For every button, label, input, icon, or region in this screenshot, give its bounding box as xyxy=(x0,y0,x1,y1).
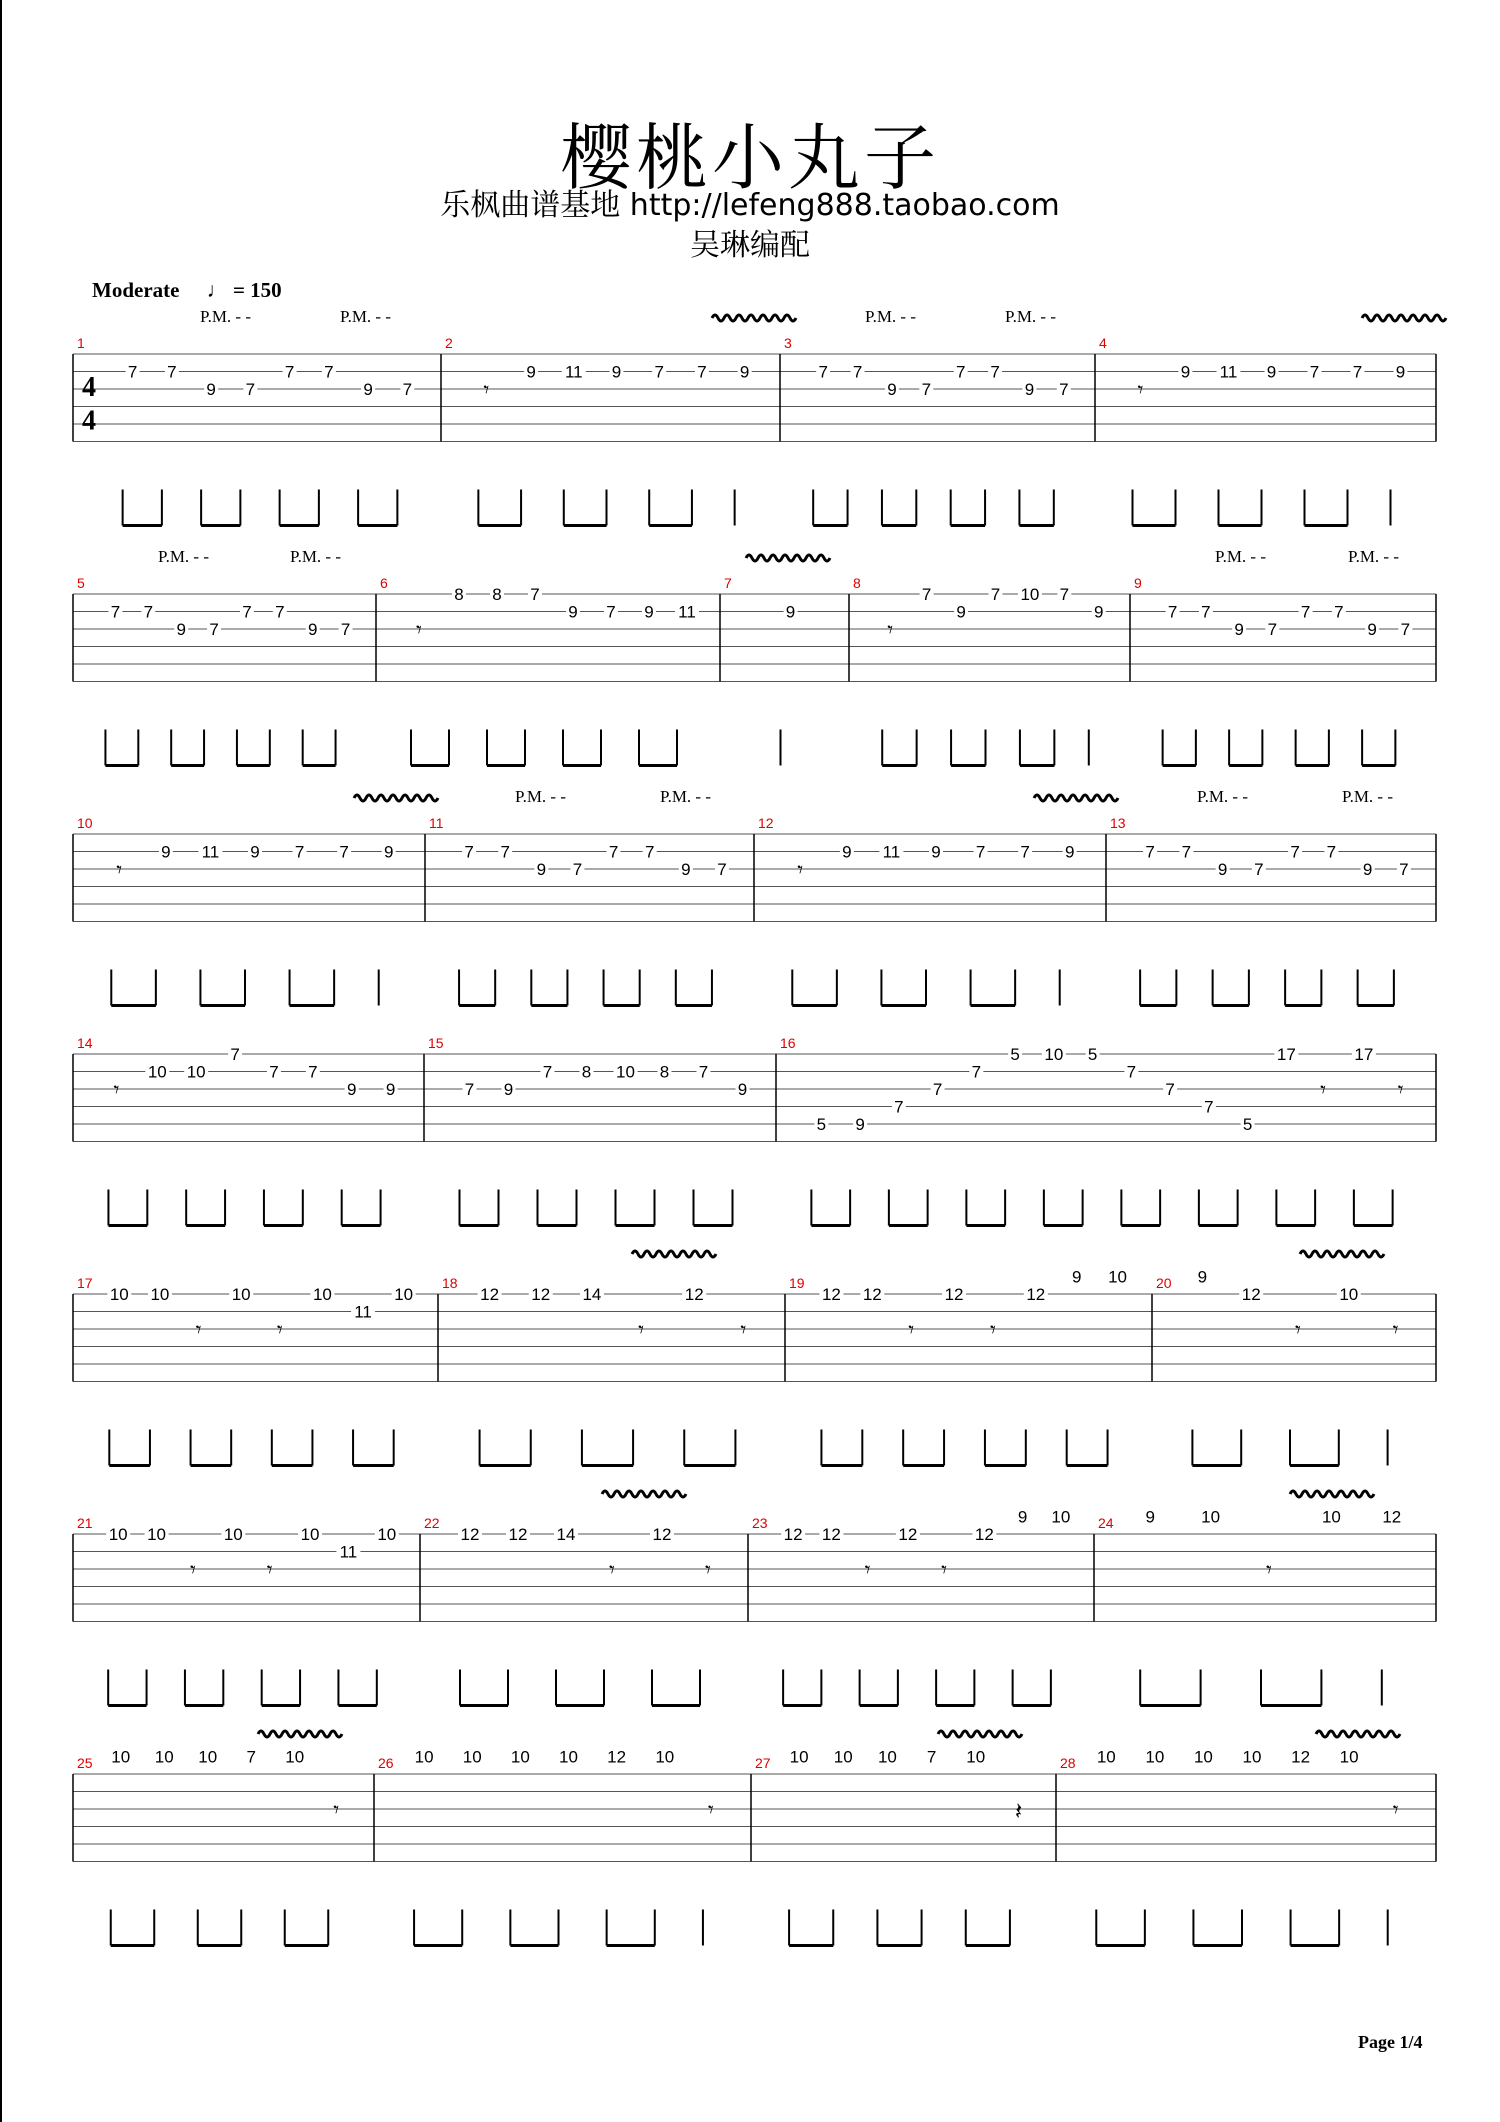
fret-number: 11 xyxy=(201,842,220,862)
fret-number: 9 xyxy=(1017,1507,1028,1527)
fret-number: 7 xyxy=(1167,602,1178,622)
fret-number: 9 xyxy=(1064,842,1075,862)
fret-number: 9 xyxy=(526,362,536,382)
eighth-rest-icon: 𝄾 xyxy=(333,1798,340,1823)
eighth-rest-icon: 𝄾 xyxy=(609,1558,615,1583)
fret-number: 12 xyxy=(508,1525,528,1544)
fret-number: 9 xyxy=(956,602,966,622)
fret-number: 7 xyxy=(1334,602,1344,622)
fret-number: 5 xyxy=(816,1115,827,1134)
fret-number: 9 xyxy=(568,602,578,622)
fret-number: 10 xyxy=(1108,1267,1128,1287)
fret-number: 7 xyxy=(242,602,252,622)
measure-number: 1 xyxy=(77,335,85,351)
fret-number: 7 xyxy=(894,1097,904,1117)
fret-number: 10 xyxy=(285,1747,305,1767)
fret-number: 7 xyxy=(1254,860,1264,879)
palm-mute-label: P.M. - - xyxy=(865,307,917,326)
eighth-rest-icon: 𝄾 xyxy=(740,1318,747,1343)
time-signature-top: 4 xyxy=(82,372,96,403)
measure-number: 25 xyxy=(77,1755,93,1771)
fret-number: 8 xyxy=(492,585,502,604)
fret-number: 7 xyxy=(339,842,349,862)
fret-number: 7 xyxy=(606,602,616,622)
vibrato-icon xyxy=(746,555,830,561)
eighth-rest-icon: 𝄾 xyxy=(416,618,422,643)
fret-number: 12 xyxy=(684,1285,704,1304)
vibrato-icon xyxy=(1034,795,1118,801)
measure-number: 19 xyxy=(789,1275,805,1291)
measure-number: 16 xyxy=(780,1035,796,1051)
fret-number: 7 xyxy=(1267,620,1278,639)
fret-number: 9 xyxy=(1266,362,1277,382)
fret-number: 7 xyxy=(990,362,1000,382)
fret-number: 7 xyxy=(1290,842,1300,862)
fret-number: 10 xyxy=(789,1747,809,1767)
vibrato-icon xyxy=(1362,315,1446,321)
fret-number: 10 xyxy=(1051,1507,1071,1527)
fret-number: 12 xyxy=(783,1525,803,1544)
fret-number: 12 xyxy=(944,1285,964,1304)
fret-number: 7 xyxy=(971,1062,982,1082)
fret-number: 10 xyxy=(616,1062,635,1082)
fret-number: 9 xyxy=(842,842,852,862)
fret-number: 7 xyxy=(110,602,121,622)
tempo-bpm: = 150 xyxy=(232,278,282,302)
eighth-rest-icon: 𝄾 xyxy=(189,1558,196,1583)
vibrato-icon xyxy=(938,1731,1022,1737)
fret-number: 7 xyxy=(818,362,828,382)
fret-number: 7 xyxy=(955,362,966,382)
fret-number: 5 xyxy=(1242,1115,1253,1134)
fret-number: 9 xyxy=(611,362,622,382)
fret-number: 10 xyxy=(109,1285,129,1304)
fret-number: 9 xyxy=(1362,860,1373,879)
fret-number: 11 xyxy=(354,1302,372,1322)
fret-number: 7 xyxy=(1399,860,1409,879)
fret-number: 9 xyxy=(887,380,897,399)
fret-number: 9 xyxy=(1395,362,1406,382)
fret-number: 10 xyxy=(111,1747,131,1767)
fret-number: 7 xyxy=(932,1080,943,1099)
fret-number: 14 xyxy=(582,1285,602,1304)
fret-number: 9 xyxy=(346,1080,357,1099)
measure-number: 12 xyxy=(758,815,774,831)
eighth-rest-icon: 𝄾 xyxy=(989,1318,996,1343)
fret-number: 10 xyxy=(223,1525,243,1544)
measure-number: 27 xyxy=(755,1755,771,1771)
fret-number: 7 xyxy=(1326,842,1337,862)
fret-number: 10 xyxy=(300,1525,320,1544)
measure-number: 26 xyxy=(378,1755,394,1771)
eighth-rest-icon: 𝄾 xyxy=(1295,1318,1301,1343)
measure-number: 3 xyxy=(784,335,792,351)
fret-number: 8 xyxy=(659,1062,670,1082)
vibrato-icon xyxy=(354,795,438,801)
fret-number: 7 xyxy=(852,362,863,382)
fret-number: 9 xyxy=(737,1080,748,1099)
fret-number: 9 xyxy=(739,362,750,382)
fret-number: 9 xyxy=(1024,380,1035,399)
eighth-rest-icon: 𝄾 xyxy=(1266,1558,1272,1583)
fret-number: 9 xyxy=(1197,1267,1208,1287)
fret-number: 12 xyxy=(1026,1285,1046,1304)
song-title: 樱桃小丸子 xyxy=(559,116,940,200)
fret-number: 7 xyxy=(209,620,219,639)
fret-number: 10 xyxy=(1242,1747,1262,1767)
palm-mute-label: P.M. - - xyxy=(515,787,567,806)
fret-number: 7 xyxy=(275,602,285,622)
fret-number: 10 xyxy=(1339,1747,1359,1767)
fret-number: 9 xyxy=(1367,620,1377,639)
fret-number: 10 xyxy=(377,1525,397,1544)
eighth-rest-icon: 𝄾 xyxy=(1320,1078,1326,1103)
fret-number: 10 xyxy=(1201,1507,1221,1527)
fret-number: 12 xyxy=(974,1525,994,1544)
eighth-rest-icon: 𝄾 xyxy=(1392,1798,1399,1823)
palm-mute-label: P.M. - - xyxy=(1348,547,1400,566)
fret-number: 7 xyxy=(143,602,154,622)
fret-number: 10 xyxy=(877,1747,897,1767)
eighth-rest-icon: 𝄾 xyxy=(1397,1078,1404,1103)
palm-mute-label: P.M. - - xyxy=(1197,787,1249,806)
fret-number: 9 xyxy=(206,380,216,399)
fret-number: 12 xyxy=(1291,1747,1311,1767)
fret-number: 7 xyxy=(308,1062,318,1082)
eighth-rest-icon: 𝄾 xyxy=(266,1558,273,1583)
palm-mute-label: P.M. - - xyxy=(660,787,712,806)
fret-number: 10 xyxy=(414,1747,434,1767)
fret-number: 9 xyxy=(1145,1507,1155,1527)
fret-number: 7 xyxy=(1145,842,1155,862)
eighth-rest-icon: 𝄾 xyxy=(887,618,894,643)
fret-number: 7 xyxy=(644,842,655,862)
eighth-rest-icon: 𝄾 xyxy=(864,1558,871,1583)
fret-number: 7 xyxy=(572,860,583,879)
fret-number: 9 xyxy=(1094,602,1104,622)
palm-mute-label: P.M. - - xyxy=(1005,307,1057,326)
measure-number: 20 xyxy=(1156,1275,1172,1291)
eighth-rest-icon: 𝄾 xyxy=(1137,378,1144,403)
fret-number: 7 xyxy=(1059,380,1069,399)
fret-number: 11 xyxy=(882,842,901,862)
fret-number: 12 xyxy=(460,1525,480,1544)
fret-number: 12 xyxy=(821,1285,841,1304)
page-number: Page 1/4 xyxy=(1358,2032,1423,2052)
fret-number: 10 xyxy=(108,1525,128,1544)
fret-number: 10 xyxy=(1145,1747,1165,1767)
fret-number: 12 xyxy=(862,1285,882,1304)
eighth-rest-icon: 𝄾 xyxy=(116,858,123,883)
fret-number: 10 xyxy=(394,1285,414,1304)
palm-mute-label: P.M. - - xyxy=(200,307,252,326)
source-subtitle: 乐枫曲谱基地 http://lefeng888.taobao.com xyxy=(440,188,1060,223)
fret-number: 10 xyxy=(966,1747,986,1767)
fret-number: 10 xyxy=(147,1062,167,1082)
fret-number: 5 xyxy=(1087,1045,1098,1064)
palm-mute-label: P.M. - - xyxy=(158,547,210,566)
measure-number: 11 xyxy=(429,815,444,831)
fret-number: 7 xyxy=(697,362,707,382)
fret-number: 10 xyxy=(1096,1747,1116,1767)
fret-number: 7 xyxy=(990,585,1001,604)
fret-number: 12 xyxy=(607,1747,627,1767)
fret-number: 11 xyxy=(678,602,696,622)
fret-number: 7 xyxy=(230,1045,240,1064)
fret-number: 10 xyxy=(1020,585,1040,604)
palm-mute-label: P.M. - - xyxy=(340,307,392,326)
fret-number: 10 xyxy=(150,1285,170,1304)
measure-number: 28 xyxy=(1060,1755,1076,1771)
fret-number: 7 xyxy=(246,1747,256,1767)
fret-number: 10 xyxy=(655,1747,675,1767)
fret-number: 10 xyxy=(154,1747,174,1767)
fret-number: 7 xyxy=(340,620,351,639)
measure-number: 24 xyxy=(1098,1515,1114,1531)
measure-number: 23 xyxy=(752,1515,768,1531)
fret-number: 10 xyxy=(462,1747,482,1767)
fret-number: 9 xyxy=(383,842,394,862)
vibrato-icon xyxy=(1316,1731,1400,1737)
measure-number: 7 xyxy=(724,575,732,591)
eighth-rest-icon: 𝄾 xyxy=(941,1558,947,1583)
fret-number: 7 xyxy=(464,1080,475,1099)
fret-number: 7 xyxy=(921,585,932,604)
measure-number: 8 xyxy=(853,575,861,591)
fret-number: 7 xyxy=(926,1747,937,1767)
fret-number: 9 xyxy=(785,602,796,622)
vibrato-icon xyxy=(258,1731,342,1737)
measure-number: 14 xyxy=(77,1035,93,1051)
eighth-rest-icon: 𝄾 xyxy=(1392,1318,1399,1343)
fret-number: 7 xyxy=(464,842,474,862)
fret-number: 7 xyxy=(324,362,334,382)
fret-number: 11 xyxy=(564,362,583,382)
palm-mute-label: P.M. - - xyxy=(290,547,342,566)
eighth-rest-icon: 𝄾 xyxy=(483,378,490,403)
arranger-subtitle: 吴琳编配 xyxy=(690,228,810,263)
palm-mute-label: P.M. - - xyxy=(1342,787,1394,806)
fret-number: 10 xyxy=(559,1747,578,1767)
vibrato-icon xyxy=(1300,1251,1384,1257)
measure-number: 21 xyxy=(77,1515,93,1531)
fret-number: 9 xyxy=(250,842,260,862)
fret-number: 12 xyxy=(652,1525,672,1544)
fret-number: 10 xyxy=(833,1747,853,1767)
fret-number: 9 xyxy=(855,1115,865,1134)
fret-number: 7 xyxy=(654,362,664,382)
eighth-rest-icon: 𝄾 xyxy=(705,1558,711,1583)
measure-number: 13 xyxy=(1110,815,1126,831)
fret-number: 9 xyxy=(1071,1267,1082,1287)
fret-number: 12 xyxy=(480,1285,500,1304)
fret-number: 12 xyxy=(531,1285,551,1304)
quarter-note-icon: ♩ xyxy=(206,278,228,302)
fret-number: 9 xyxy=(644,602,654,622)
fret-number: 9 xyxy=(176,620,186,639)
fret-number: 7 xyxy=(269,1062,279,1082)
fret-number: 9 xyxy=(385,1080,396,1099)
fret-number: 7 xyxy=(921,380,932,399)
eighth-rest-icon: 𝄾 xyxy=(707,1798,714,1823)
fret-number: 9 xyxy=(1234,620,1244,639)
fret-number: 12 xyxy=(821,1525,841,1544)
measure-number: 22 xyxy=(424,1515,440,1531)
fret-number: 9 xyxy=(1180,362,1191,382)
measure-number: 15 xyxy=(428,1035,444,1051)
fret-number: 7 xyxy=(1400,620,1411,639)
fret-number: 8 xyxy=(454,585,464,604)
fret-number: 7 xyxy=(1204,1097,1214,1117)
fret-number: 5 xyxy=(1010,1045,1020,1064)
vibrato-icon xyxy=(712,315,796,321)
fret-number: 7 xyxy=(127,362,138,382)
fret-number: 10 xyxy=(198,1747,218,1767)
fret-number: 7 xyxy=(530,585,540,604)
measure-number: 9 xyxy=(1134,575,1142,591)
measure-number: 17 xyxy=(77,1275,93,1291)
fret-number: 9 xyxy=(503,1080,514,1099)
fret-number: 10 xyxy=(1321,1507,1341,1527)
time-signature-bottom: 4 xyxy=(82,405,96,437)
fret-number: 10 xyxy=(510,1747,530,1767)
fret-number: 7 xyxy=(1352,362,1363,382)
fret-number: 7 xyxy=(167,362,177,382)
fret-number: 9 xyxy=(1217,860,1228,879)
fret-number: 9 xyxy=(931,842,941,862)
eighth-rest-icon: 𝄾 xyxy=(908,1318,915,1343)
fret-number: 7 xyxy=(1309,362,1320,382)
measure-number: 4 xyxy=(1099,335,1107,351)
fret-number: 7 xyxy=(1020,842,1030,862)
fret-number: 12 xyxy=(898,1525,918,1544)
fret-number: 9 xyxy=(363,380,373,399)
fret-number: 7 xyxy=(698,1062,709,1082)
eighth-rest-icon: 𝄾 xyxy=(638,1318,644,1343)
fret-number: 11 xyxy=(1219,362,1238,382)
fret-number: 7 xyxy=(245,380,256,399)
fret-number: 9 xyxy=(161,842,171,862)
fret-number: 14 xyxy=(556,1525,576,1544)
fret-number: 12 xyxy=(1241,1285,1261,1304)
fret-number: 7 xyxy=(1059,585,1070,604)
measure-number: 10 xyxy=(77,815,93,831)
fret-number: 17 xyxy=(1354,1045,1374,1064)
measure-number: 2 xyxy=(445,335,453,351)
fret-number: 11 xyxy=(339,1542,358,1562)
fret-number: 7 xyxy=(1300,602,1311,622)
quarter-rest-icon: 𝄽 xyxy=(1014,1797,1023,1825)
fret-number: 7 xyxy=(1165,1080,1175,1099)
measure-number: 6 xyxy=(380,575,388,591)
vibrato-icon xyxy=(1290,1491,1374,1497)
fret-number: 7 xyxy=(294,842,305,862)
fret-number: 17 xyxy=(1276,1045,1296,1064)
fret-number: 7 xyxy=(1181,842,1192,862)
fret-number: 8 xyxy=(581,1062,592,1082)
fret-number: 7 xyxy=(500,842,510,862)
fret-number: 9 xyxy=(681,860,691,879)
fret-number: 10 xyxy=(186,1062,206,1082)
fret-number: 10 xyxy=(147,1525,167,1544)
eighth-rest-icon: 𝄾 xyxy=(113,1078,120,1103)
fret-number: 10 xyxy=(231,1285,251,1304)
eighth-rest-icon: 𝄾 xyxy=(797,858,804,883)
fret-number: 7 xyxy=(542,1062,553,1082)
fret-number: 7 xyxy=(717,860,727,879)
fret-number: 9 xyxy=(307,620,318,639)
fret-number: 10 xyxy=(1044,1045,1064,1064)
fret-number: 7 xyxy=(608,842,619,862)
fret-number: 7 xyxy=(284,362,295,382)
vibrato-icon xyxy=(632,1251,716,1257)
fret-number: 7 xyxy=(402,380,413,399)
palm-mute-label: P.M. - - xyxy=(1215,547,1267,566)
measure-number: 5 xyxy=(77,575,85,591)
fret-number: 7 xyxy=(1201,602,1211,622)
fret-number: 9 xyxy=(536,860,547,879)
fret-number: 7 xyxy=(975,842,986,862)
tempo-text: Moderate xyxy=(92,278,180,302)
fret-number: 7 xyxy=(1126,1062,1137,1082)
fret-number: 12 xyxy=(1382,1507,1402,1527)
fret-number: 10 xyxy=(1193,1747,1213,1767)
vibrato-icon xyxy=(602,1491,686,1497)
measure-number: 18 xyxy=(442,1275,458,1291)
fret-number: 10 xyxy=(312,1285,332,1304)
fret-number: 10 xyxy=(1339,1285,1359,1304)
eighth-rest-icon: 𝄾 xyxy=(195,1318,202,1343)
eighth-rest-icon: 𝄾 xyxy=(276,1318,283,1343)
